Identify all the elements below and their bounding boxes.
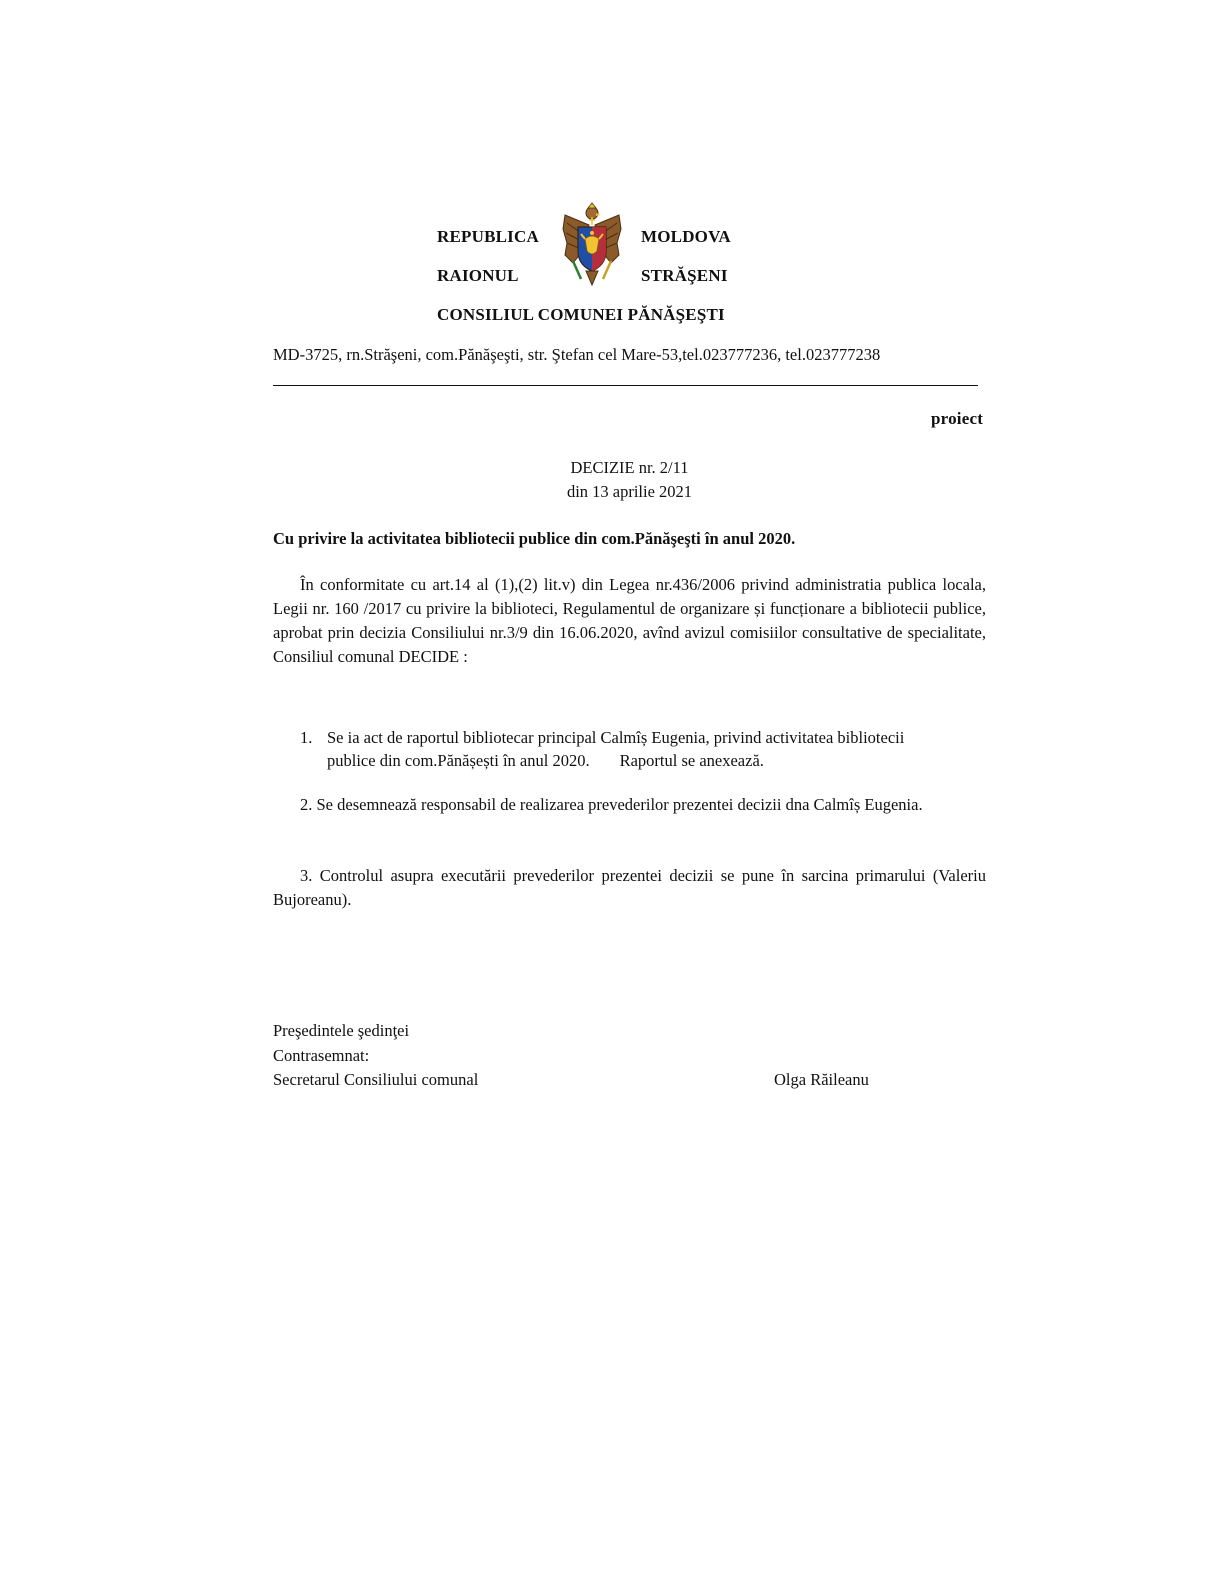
header-consiliul: CONSILIUL COMUNEI PĂNĂŞEŞTI <box>437 305 725 324</box>
item-text-line2a: publice din com.Pănășești în anul 2020. <box>327 751 590 770</box>
decision-subject: Cu privire la activitatea bibliotecii publice din com.Pănăşeşti în anul 2020. <box>273 529 796 548</box>
signature-secretary-title: Secretarul Consiliului comunal <box>273 1070 479 1089</box>
header-divider <box>273 385 978 386</box>
decision-item-2 <box>273 793 986 817</box>
status-label: proiect <box>931 409 984 428</box>
item-text-line1: Se ia act de raportul bibliotecar principal Calmîș Eugenia, privind activitatea bibliotecii <box>327 728 905 747</box>
item-number: 2. <box>300 795 313 814</box>
item-text-line2 <box>327 749 986 772</box>
decision-date: din 13 aprilie 2021 <box>566 482 693 501</box>
signature-secretary-name: Olga Răileanu <box>774 1070 869 1089</box>
decision-item-1 <box>300 726 986 772</box>
item-text: Controlul asupra executării prevederilor prezentei decizii se pune în sarcina primarului (Valeriu Bujoreanu). <box>273 866 986 909</box>
item-text-line2b: Raportul se anexează. <box>619 751 764 770</box>
item-number: 3. <box>300 866 313 885</box>
signature-countersigned: Contrasemnat: <box>273 1046 370 1065</box>
coat-of-arms-icon <box>559 199 625 291</box>
signature-president: Preşedintele şedinţei <box>273 1021 410 1040</box>
decision-item-3 <box>273 864 986 912</box>
header-straseni: STRĂŞENI <box>641 266 728 285</box>
item-text: Se desemnează responsabil de realizarea prevederilor prezentei decizii dna Calmîș Eugenia. <box>316 795 923 814</box>
address-line: MD-3725, rn.Străşeni, com.Pănăşeşti, str. Ştefan cel Mare-53,tel.023777236, tel.023777238 <box>273 345 881 364</box>
header-raionul: RAIONUL <box>437 266 519 285</box>
decision-number: DECIZIE nr. 2/11 <box>570 458 689 477</box>
header-republica: REPUBLICA <box>437 227 539 246</box>
decision-preamble: În conformitate cu art.14 al (1),(2) lit.v) din Legea nr.436/2006 privind administratia publica locala, Legii nr. 160 /2017 cu privire la biblioteci, Regulamentul de organizare și funcționare a bibliotecii publice, aprobat prin decizia Consiliului nr.3/9 din 16.06.2020, avînd avizul comisiilor consultative de specialitate, Consiliul comunal DECIDE : <box>273 575 986 666</box>
header-moldova: MOLDOVA <box>641 227 731 246</box>
item-number: 1. <box>300 728 313 747</box>
